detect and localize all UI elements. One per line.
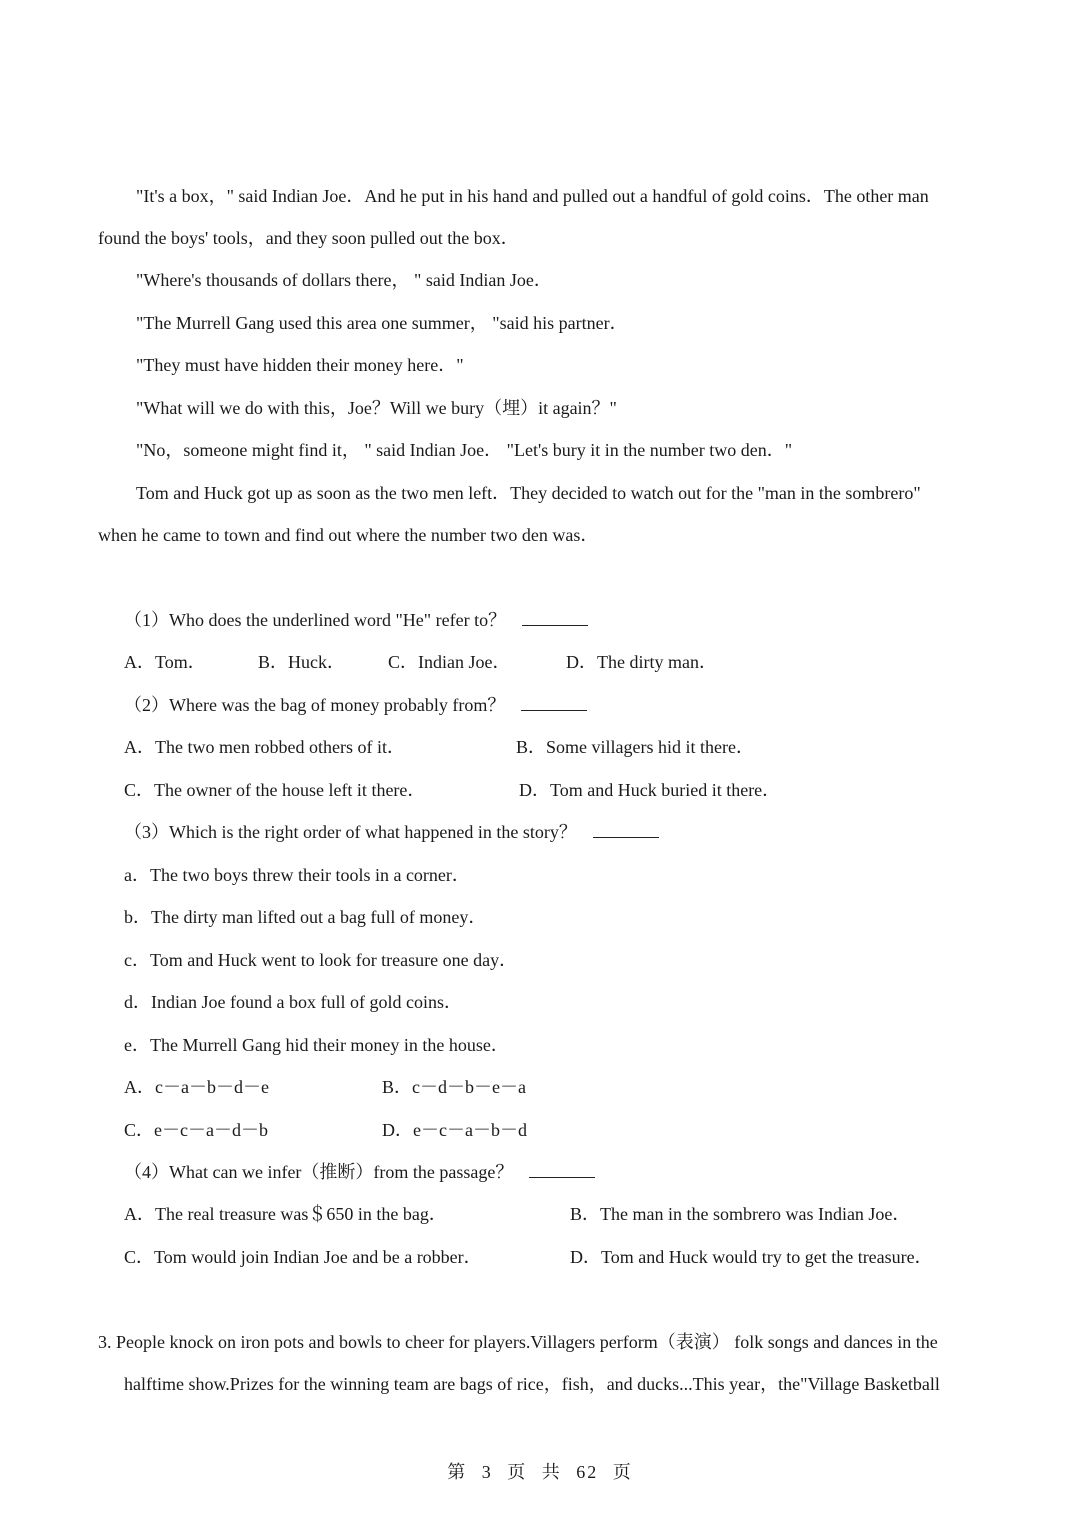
answer-blank[interactable] xyxy=(522,611,588,626)
passage-p1-line1: "It's a box，" said Indian Joe．And he put in his hand and pulled out a handful of gold coins．The other man xyxy=(136,186,929,206)
q2-option-d: D．Tom and Huck buried it there． xyxy=(519,780,781,800)
footer-page-number: 3 xyxy=(481,1462,493,1482)
q3-event-b: b．The dirty man lifted out a bag full of money． xyxy=(124,907,487,927)
q1-option-b: B．Huck． xyxy=(258,652,345,672)
question-2-text: （2）Where was the bag of money probably from？ xyxy=(124,695,506,715)
passage-p5: "What will we do with this，Joe？Will we bury（埋）it again？" xyxy=(136,398,617,418)
answer-blank[interactable] xyxy=(593,823,659,838)
passage-p2: "Where's thousands of dollars there， " said Indian Joe． xyxy=(136,270,552,290)
passage-p1-line2: found the boys' tools，and they soon pulled out the box． xyxy=(98,228,519,248)
question-4-stem xyxy=(124,1160,595,1184)
q3-event-d: d．Indian Joe found a box full of gold coins． xyxy=(124,992,462,1012)
question-4-text: （4）What can we infer（推断）from the passage？ xyxy=(124,1162,514,1182)
passage-p6: "No，someone might find it， " said Indian Joe． "Let's bury it in the number two den．" xyxy=(136,440,793,460)
page-footer xyxy=(0,1458,1080,1484)
q2-option-b: B．Some villagers hid it there． xyxy=(516,737,754,757)
q4-option-c: C．Tom would join Indian Joe and be a robber． xyxy=(124,1247,482,1267)
footer-label-mid: 页 xyxy=(507,1462,528,1482)
q3-option-c: C．e－c－a－d－b xyxy=(124,1120,268,1140)
question-1-stem xyxy=(124,608,588,632)
q3-event-c: c．Tom and Huck went to look for treasure one day． xyxy=(124,950,518,970)
q3-option-a: A．c－a－b－d－e xyxy=(124,1077,269,1097)
next-passage-line1: 3. People knock on iron pots and bowls to cheer for players.Villagers perform（表演） folk songs and dances in the xyxy=(98,1332,938,1352)
question-2-stem xyxy=(124,693,587,717)
q3-option-b: B．c－d－b－e－a xyxy=(382,1077,526,1097)
passage-p3: "The Murrell Gang used this area one summer， "said his partner． xyxy=(136,313,628,333)
q1-option-c: C．Indian Joe． xyxy=(388,652,511,672)
q2-option-a: A．The two men robbed others of it． xyxy=(124,737,405,757)
q2-option-c: C．The owner of the house left it there． xyxy=(124,780,426,800)
q3-event-e: e．The Murrell Gang hid their money in the house． xyxy=(124,1035,509,1055)
answer-blank[interactable] xyxy=(529,1163,595,1178)
passage-p7-line2: when he came to town and find out where the number two den was． xyxy=(98,525,599,545)
next-passage-line2: halftime show.Prizes for the winning team are bags of rice，fish，and ducks...This year，the"Village Basketball xyxy=(124,1374,940,1394)
question-3-stem xyxy=(124,820,659,844)
q1-option-a: A．Tom． xyxy=(124,652,206,672)
q3-option-d: D．e－c－a－b－d xyxy=(382,1120,527,1140)
footer-label-total: 共 xyxy=(541,1462,562,1482)
footer-label-suffix: 页 xyxy=(612,1462,633,1482)
footer-label-prefix: 第 xyxy=(447,1462,468,1482)
q4-option-a: A．The real treasure was＄650 in the bag． xyxy=(124,1204,447,1224)
q3-event-a: a．The two boys threw their tools in a corner． xyxy=(124,865,470,885)
q4-option-b: B．The man in the sombrero was Indian Joe． xyxy=(570,1204,911,1224)
question-3-text: （3）Which is the right order of what happened in the story？ xyxy=(124,822,577,842)
q4-option-d: D．Tom and Huck would try to get the treasure． xyxy=(570,1247,933,1267)
answer-blank[interactable] xyxy=(521,696,587,711)
footer-total-pages: 62 xyxy=(576,1462,599,1482)
passage-p7-line1: Tom and Huck got up as soon as the two men left．They decided to watch out for the "man in the sombrero" xyxy=(136,483,921,503)
question-1-text: （1）Who does the underlined word "He" refer to？ xyxy=(124,610,507,630)
q1-option-d: D．The dirty man． xyxy=(566,652,717,672)
passage-p4: "They must have hidden their money here．" xyxy=(136,355,464,375)
